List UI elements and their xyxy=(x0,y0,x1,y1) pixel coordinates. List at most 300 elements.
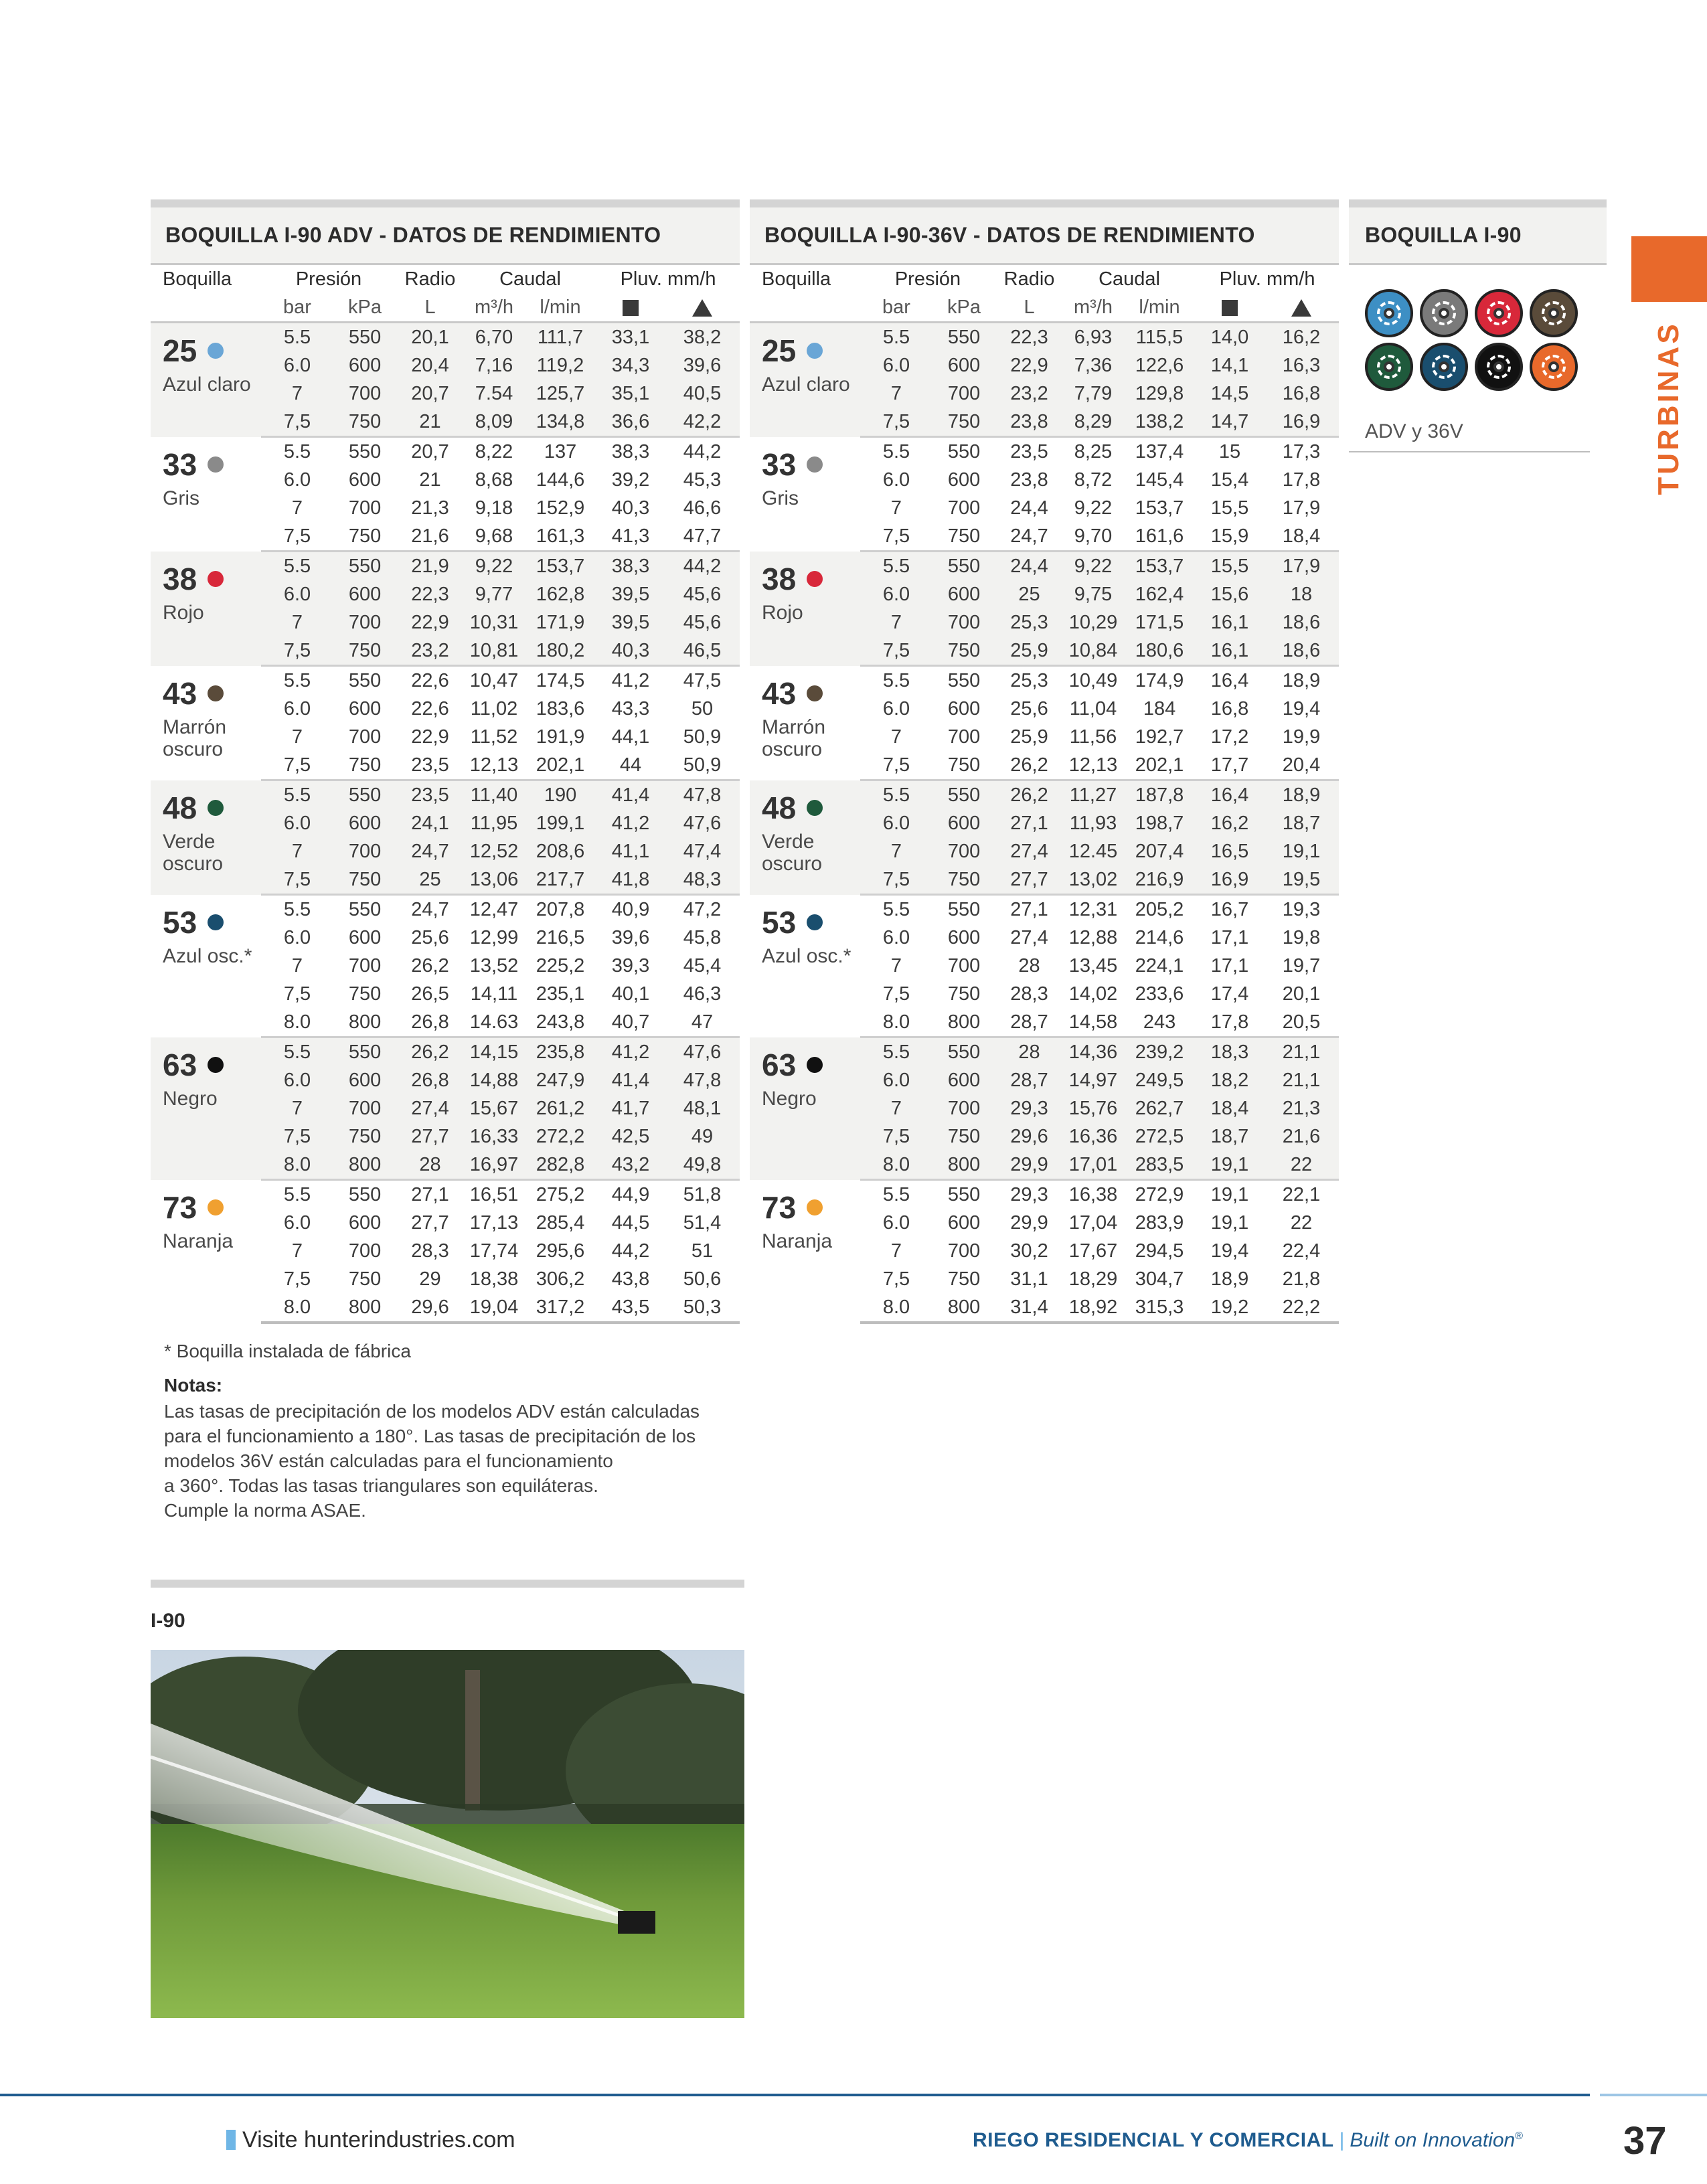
table-cell: 16,9 xyxy=(1264,408,1339,437)
table-cell: 45,4 xyxy=(683,955,722,977)
table-cell: 7,5 xyxy=(283,983,311,1005)
table-cell: 14,88 xyxy=(464,1066,524,1094)
table-cell: 217,7 xyxy=(524,865,596,895)
nozzle-group xyxy=(750,1180,1339,1323)
table-cell: 27,4 xyxy=(396,1094,464,1122)
table-cell: 7,5 xyxy=(261,522,333,552)
table-row xyxy=(151,666,740,695)
table-cell: 7,5 xyxy=(860,637,932,666)
table-cell: 51,4 xyxy=(683,1212,722,1234)
table-cell: 161,3 xyxy=(524,522,596,552)
nozzle-color-name: Gris xyxy=(762,487,799,509)
table-cell: 25 xyxy=(396,865,464,895)
table-cell: 15,9 xyxy=(1196,522,1264,552)
table-cell: 14,15 xyxy=(464,1037,524,1067)
table-cell: 41,1 xyxy=(596,837,665,865)
table-cell: 700 xyxy=(947,955,981,977)
table-cell: 19,1 xyxy=(1210,1184,1249,1205)
header-radio: Radio xyxy=(404,268,456,290)
table-cell: 18,7 xyxy=(1264,809,1339,837)
nozzle-group xyxy=(750,323,1339,437)
table-cell: 18,9 xyxy=(1210,1268,1249,1290)
table-cell: 16,1 xyxy=(1196,608,1264,637)
table-cell: 39,5 xyxy=(596,608,665,637)
registered-mark: ® xyxy=(1515,2130,1523,2142)
table-cell: 16,4 xyxy=(1210,670,1249,691)
table-cell: 50,6 xyxy=(683,1268,722,1290)
table-cell: 550 xyxy=(932,323,995,352)
table-cell: 6.0 xyxy=(860,580,932,608)
table-cell: 14,58 xyxy=(1063,1008,1123,1037)
table-cell: 17,2 xyxy=(1210,726,1249,748)
table-cell: 8.0 xyxy=(860,1151,932,1180)
section-tab-marker xyxy=(1631,236,1707,302)
header-radio: Radio xyxy=(1003,268,1055,290)
table-cell: 6.0 xyxy=(283,927,311,948)
nozzle-cell xyxy=(151,1180,261,1323)
table-cell: 7,5 xyxy=(860,522,932,552)
table-cell: 600 xyxy=(348,1212,382,1234)
table-cell: 750 xyxy=(333,522,396,552)
table-cell: 16,8 xyxy=(1210,698,1249,720)
table-cell: 5.5 xyxy=(283,441,311,463)
table-cell: 26,5 xyxy=(411,983,449,1005)
nozzle-cell xyxy=(750,1180,860,1323)
table-cell: 700 xyxy=(947,726,981,748)
nozzle-group xyxy=(750,552,1339,666)
nozzle-color-name: Azul claro xyxy=(762,373,850,396)
table-cell: 12,52 xyxy=(464,837,524,865)
triangle-spacing-icon xyxy=(1264,293,1339,323)
nozzle-icon xyxy=(1365,343,1413,391)
table-cell: 47,5 xyxy=(683,670,722,691)
nozzle-cell xyxy=(750,323,860,437)
table-cell: 11,93 xyxy=(1063,809,1123,837)
table-cell: 550 xyxy=(947,1184,981,1205)
table-cell: 35,1 xyxy=(596,380,665,408)
table-cell: 43,2 xyxy=(596,1151,665,1180)
nozzle-number: 33 xyxy=(762,446,797,482)
table-cell: 18,7 xyxy=(1196,1122,1264,1151)
table-cell: 51,8 xyxy=(683,1184,722,1205)
table-cell: 18,3 xyxy=(1196,1037,1264,1067)
table-cell: 12,13 xyxy=(464,751,524,780)
header-boquilla: Boquilla xyxy=(762,268,831,290)
nozzle-color-name: Verde oscuro xyxy=(762,830,823,875)
table-cell: 550 xyxy=(348,441,382,463)
table-cell: 750 xyxy=(333,1122,396,1151)
table-cell: 198,7 xyxy=(1123,809,1196,837)
nozzle-color-name: Gris xyxy=(163,487,199,509)
header-kpa: kPa xyxy=(333,293,396,323)
table-cell: 285,4 xyxy=(536,1212,585,1234)
table-cell: 12,99 xyxy=(469,927,519,948)
table-cell: 600 xyxy=(947,698,981,720)
table-cell: 27,4 xyxy=(995,837,1063,865)
table-cell: 10,31 xyxy=(464,608,524,637)
table-cell: 600 xyxy=(348,698,382,720)
table-cell: 40,3 xyxy=(611,497,650,519)
table-cell: 12.45 xyxy=(1063,837,1123,865)
color-dot-icon xyxy=(807,343,823,359)
table-cell: 137 xyxy=(544,441,577,463)
table-cell: 45,6 xyxy=(665,608,740,637)
table-cell: 27,7 xyxy=(396,1122,464,1151)
nozzle-cell xyxy=(750,666,860,780)
table-cell: 19,1 xyxy=(1196,1151,1264,1180)
table-cell: 14,5 xyxy=(1196,380,1264,408)
table-cell: 192,7 xyxy=(1135,726,1184,748)
nozzle-number: 53 xyxy=(163,904,197,940)
table-cell: 22,3 xyxy=(396,580,464,608)
table-cell: 11,04 xyxy=(1069,698,1117,720)
table-cell: 45,8 xyxy=(683,927,722,948)
table-row xyxy=(750,780,1339,810)
table-cell: 700 xyxy=(333,837,396,865)
table-cell: 21,6 xyxy=(396,522,464,552)
table-cell: 17,1 xyxy=(1210,927,1249,948)
table-cell: 5.5 xyxy=(283,670,311,691)
table-cell: 22,9 xyxy=(995,351,1063,380)
table-cell: 39,6 xyxy=(665,351,740,380)
table-cell: 39,6 xyxy=(611,927,650,948)
table-cell: 115,5 xyxy=(1123,323,1196,352)
table-cell: 16,2 xyxy=(1196,809,1264,837)
table-cell: 23,5 xyxy=(396,780,464,810)
table-cell: 184 xyxy=(1143,698,1176,720)
color-dot-icon xyxy=(208,456,224,473)
table-title: BOQUILLA I-90-36V - DATOS DE RENDIMIENTO xyxy=(750,207,1339,265)
table-cell: 49,8 xyxy=(665,1151,740,1180)
table-cell: 275,2 xyxy=(536,1184,585,1205)
table-cell: 216,9 xyxy=(1123,865,1196,895)
table-cell: 283,9 xyxy=(1135,1212,1184,1234)
table-cell: 315,3 xyxy=(1123,1293,1196,1323)
table-cell: 600 xyxy=(932,580,995,608)
table-cell: 700 xyxy=(932,1094,995,1122)
table-cell: 9,68 xyxy=(464,522,524,552)
table-cell: 8.0 xyxy=(860,1008,932,1037)
notes-title: Notas: xyxy=(164,1375,223,1396)
table-cell: 20,4 xyxy=(396,351,464,380)
nozzle-cell xyxy=(750,895,860,1037)
table-cell: 700 xyxy=(947,1240,981,1262)
table-cell: 750 xyxy=(333,751,396,780)
table-cell: 600 xyxy=(932,1066,995,1094)
header-kpa: kPa xyxy=(932,293,995,323)
table-cell: 25,3 xyxy=(1010,670,1048,691)
table-title: BOQUILLA I-90 ADV - DATOS DE RENDIMIENTO xyxy=(151,207,740,265)
table-cell: 180,6 xyxy=(1123,637,1196,666)
table-cell: 46,5 xyxy=(665,637,740,666)
color-dot-icon xyxy=(208,800,224,816)
table-cell: 5.5 xyxy=(860,780,932,810)
table-cell: 18,6 xyxy=(1264,608,1339,637)
nozzle-group xyxy=(750,666,1339,780)
nozzle-number: 25 xyxy=(163,333,197,368)
table-cell: 18,2 xyxy=(1196,1066,1264,1094)
table-cell: 45,3 xyxy=(683,469,722,491)
table-cell: 304,7 xyxy=(1135,1268,1184,1290)
table-cell: 16,5 xyxy=(1196,837,1264,865)
table-cell: 21,3 xyxy=(1264,1094,1339,1122)
table-cell: 41,3 xyxy=(596,522,665,552)
table-cell: 7,36 xyxy=(1063,351,1123,380)
table-cell: 23,5 xyxy=(396,751,464,780)
table-cell: 7,5 xyxy=(882,983,910,1005)
table-cell: 216,5 xyxy=(536,927,585,948)
table-cell: 20,7 xyxy=(396,380,464,408)
table-top-bar xyxy=(151,199,740,207)
table-cell: 11,56 xyxy=(1069,726,1117,748)
nozzle-icon xyxy=(1420,343,1468,391)
nozzle-group xyxy=(750,437,1339,552)
table-cell: 21,1 xyxy=(1264,1066,1339,1094)
table-cell: 15,6 xyxy=(1196,580,1264,608)
header-presion: Presión xyxy=(894,268,961,290)
table-cell: 550 xyxy=(333,1037,396,1067)
table-cell: 700 xyxy=(932,608,995,637)
table-cell: 24,4 xyxy=(995,552,1063,581)
table-cell: 19,04 xyxy=(464,1293,524,1323)
color-dot-icon xyxy=(208,685,224,701)
table-cell: 49 xyxy=(665,1122,740,1151)
table-cell: 190 xyxy=(524,780,596,810)
table-cell: 22,3 xyxy=(995,323,1063,352)
table-cell: 750 xyxy=(947,983,981,1005)
table-cell: 7 xyxy=(890,497,902,519)
table-cell: 18,4 xyxy=(1196,1094,1264,1122)
table-cell: 600 xyxy=(932,351,995,380)
table-row xyxy=(151,780,740,810)
notes-line: a 360°. Todas las tasas triangulares son equiláteras. xyxy=(164,1475,598,1496)
notes-block xyxy=(164,1339,740,1523)
table-cell: 21,8 xyxy=(1282,1268,1321,1290)
table-cell: 750 xyxy=(932,522,995,552)
table-cell: 44,2 xyxy=(611,1240,650,1262)
table-cell: 800 xyxy=(333,1293,396,1323)
table-cell: 137,4 xyxy=(1135,441,1184,463)
table-cell: 20,1 xyxy=(396,323,464,352)
table-cell: 26,2 xyxy=(995,780,1063,810)
nozzle-group xyxy=(151,437,740,552)
table-cell: 7,5 xyxy=(261,865,333,895)
table-cell: 43,3 xyxy=(611,698,650,720)
table-cell: 550 xyxy=(348,899,382,920)
table-cell: 15,67 xyxy=(464,1094,524,1122)
table-cell: 15,5 xyxy=(1196,552,1264,581)
table-row xyxy=(750,1037,1339,1067)
table-cell: 7 xyxy=(291,726,303,748)
header-l: L xyxy=(995,293,1063,323)
table-cell: 233,6 xyxy=(1135,983,1184,1005)
table-cell: 10,81 xyxy=(464,637,524,666)
table-cell: 19,4 xyxy=(1282,698,1321,720)
table-cell: 174,5 xyxy=(536,670,585,691)
nozzle-color-name: Marrón oscuro xyxy=(163,716,227,760)
table-cell: 18,9 xyxy=(1282,670,1321,691)
nozzle-cell xyxy=(750,552,860,666)
table-cell: 23,8 xyxy=(1010,469,1048,491)
nozzle-number: 53 xyxy=(762,904,797,940)
table-cell: 47,8 xyxy=(665,780,740,810)
table-cell: 750 xyxy=(932,408,995,437)
table-cell: 28,7 xyxy=(995,1008,1063,1037)
table-row xyxy=(750,1180,1339,1209)
header-caudal: Caudal xyxy=(1099,268,1160,290)
table-cell: 25,3 xyxy=(995,608,1063,637)
nozzle-number: 33 xyxy=(163,446,197,482)
table-cell: 14,11 xyxy=(470,983,518,1005)
table-cell: 50 xyxy=(691,698,714,720)
table-cell: 600 xyxy=(947,469,981,491)
table-cell: 28 xyxy=(995,1037,1063,1067)
table-cell: 41,2 xyxy=(596,809,665,837)
table-cell: 44,1 xyxy=(611,726,650,748)
table-cell: 19,1 xyxy=(1210,1212,1249,1234)
nozzle-color-name: Verde oscuro xyxy=(163,830,224,875)
table-cell: 7 xyxy=(261,608,333,637)
table-cell: 47,6 xyxy=(665,1037,740,1067)
table-cell: 6.0 xyxy=(860,809,932,837)
table-cell: 262,7 xyxy=(1123,1094,1196,1122)
table-cell: 214,6 xyxy=(1135,927,1184,948)
table-cell: 18,38 xyxy=(469,1268,519,1290)
table-cell: 10,47 xyxy=(469,670,519,691)
table-cell: 21,6 xyxy=(1264,1122,1339,1151)
table-cell: 700 xyxy=(947,497,981,519)
table-cell: 17,13 xyxy=(469,1212,519,1234)
table-cell: 161,6 xyxy=(1123,522,1196,552)
table-cell: 39,5 xyxy=(596,580,665,608)
panel-caption: ADV y 36V xyxy=(1349,420,1590,452)
table-cell: 14,1 xyxy=(1196,351,1264,380)
table-36v xyxy=(750,199,1339,1324)
nozzle-cell xyxy=(151,437,261,552)
table-cell: 700 xyxy=(333,1094,396,1122)
table-cell: 10,84 xyxy=(1063,637,1123,666)
table-cell: 38,3 xyxy=(596,552,665,581)
table-cell: 119,2 xyxy=(524,351,596,380)
table-cell: 20,4 xyxy=(1264,751,1339,780)
table-cell: 16,51 xyxy=(469,1184,519,1205)
table-cell: 191,9 xyxy=(536,726,585,748)
nozzle-number: 38 xyxy=(762,561,797,596)
table-cell: 550 xyxy=(333,323,396,352)
nozzle-number: 48 xyxy=(762,790,797,825)
table-cell: 42,5 xyxy=(596,1122,665,1151)
nozzle-group xyxy=(151,780,740,895)
table-cell: 6.0 xyxy=(261,809,333,837)
table-cell: 800 xyxy=(333,1151,396,1180)
table-cell: 29,3 xyxy=(995,1094,1063,1122)
table-cell: 138,2 xyxy=(1123,408,1196,437)
table-cell: 750 xyxy=(947,1268,981,1290)
nozzle-group xyxy=(750,780,1339,895)
visit-website-link[interactable]: Visite hunterindustries.com xyxy=(242,2127,515,2153)
table-cell: 11,27 xyxy=(1063,780,1123,810)
table-cell: 27,7 xyxy=(411,1212,449,1234)
table-cell: 19,9 xyxy=(1282,726,1321,748)
table-cell: 30,2 xyxy=(1010,1240,1048,1262)
table-cell: 12,31 xyxy=(1068,899,1118,920)
table-cell: 235,8 xyxy=(524,1037,596,1067)
table-cell: 14,0 xyxy=(1196,323,1264,352)
table-cell: 40,5 xyxy=(665,380,740,408)
table-cell: 16,2 xyxy=(1264,323,1339,352)
table-row xyxy=(151,323,740,352)
table-cell: 306,2 xyxy=(536,1268,585,1290)
table-cell: 750 xyxy=(333,637,396,666)
table-cell: 16,33 xyxy=(464,1122,524,1151)
table-cell: 6.0 xyxy=(860,1066,932,1094)
header-boquilla: Boquilla xyxy=(163,268,232,290)
tagline: Built on Innovation xyxy=(1350,2129,1516,2151)
table-cell: 7 xyxy=(890,955,902,977)
table-cell: 40,7 xyxy=(596,1008,665,1037)
color-dot-icon xyxy=(208,571,224,587)
table-cell: 17,04 xyxy=(1068,1212,1118,1234)
table-cell: 11,02 xyxy=(470,698,518,720)
table-cell: 29,9 xyxy=(1010,1212,1048,1234)
table-cell: 25 xyxy=(995,580,1063,608)
table-cell: 22 xyxy=(1264,1151,1339,1180)
table-cell: 144,6 xyxy=(536,469,585,491)
performance-table xyxy=(151,265,740,1324)
nozzle-group xyxy=(750,895,1339,1037)
nozzle-icon-grid xyxy=(1365,289,1593,391)
color-dot-icon xyxy=(807,1199,823,1215)
table-cell: 28,3 xyxy=(1010,983,1048,1005)
nozzle-number: 73 xyxy=(163,1189,197,1225)
table-cell: 17,3 xyxy=(1282,441,1321,463)
table-cell: 750 xyxy=(932,1122,995,1151)
table-cell: 26,2 xyxy=(411,955,449,977)
nozzle-cell xyxy=(151,895,261,1037)
table-cell: 42,2 xyxy=(665,408,740,437)
nozzle-color-name: Negro xyxy=(762,1087,817,1110)
table-cell: 5.5 xyxy=(882,1184,910,1205)
table-cell: 45,6 xyxy=(665,580,740,608)
table-cell: 550 xyxy=(932,552,995,581)
table-row xyxy=(750,323,1339,352)
table-cell: 7 xyxy=(860,837,932,865)
table-cell: 700 xyxy=(932,380,995,408)
table-cell: 6.0 xyxy=(860,351,932,380)
table-cell: 7 xyxy=(291,955,303,977)
table-cell: 5.5 xyxy=(860,552,932,581)
table-cell: 28,7 xyxy=(995,1066,1063,1094)
table-cell: 16,38 xyxy=(1068,1184,1118,1205)
nozzle-icon xyxy=(1475,343,1523,391)
nozzle-color-name: Azul claro xyxy=(163,373,251,396)
table-cell: 38,2 xyxy=(665,323,740,352)
table-row xyxy=(750,666,1339,695)
table-cell: 750 xyxy=(333,408,396,437)
table-row xyxy=(151,1037,740,1067)
table-cell: 50,9 xyxy=(665,751,740,780)
table-cell: 17,74 xyxy=(469,1240,519,1262)
table-cell: 26,2 xyxy=(995,751,1063,780)
table-cell: 41,2 xyxy=(596,1037,665,1067)
table-cell: 23,2 xyxy=(995,380,1063,408)
table-cell: 600 xyxy=(333,1066,396,1094)
table-cell: 6.0 xyxy=(283,469,311,491)
table-cell: 800 xyxy=(932,1293,995,1323)
table-cell: 550 xyxy=(348,670,382,691)
triangle-spacing-icon xyxy=(665,293,740,323)
section-label: TURBINAS xyxy=(1652,321,1685,495)
